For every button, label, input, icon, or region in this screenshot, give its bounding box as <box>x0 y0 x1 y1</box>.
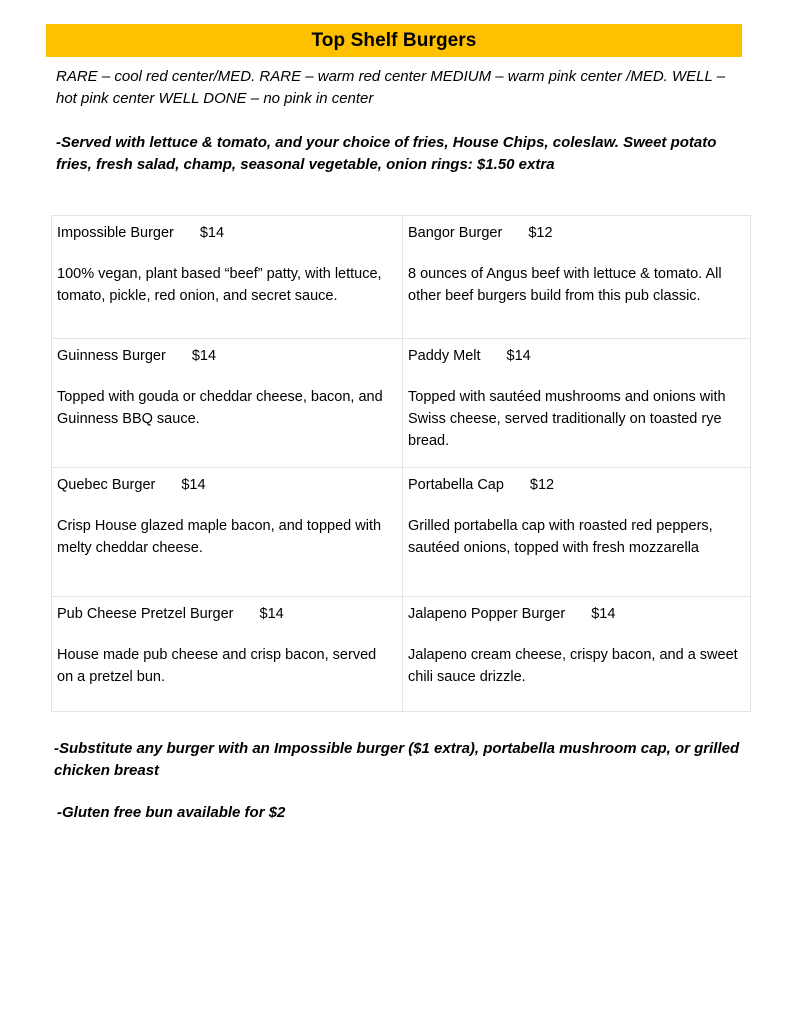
menu-row <box>52 216 751 339</box>
item-name: Portabella Cap <box>408 477 504 493</box>
item-description: Grilled portabella cap with roasted red peppers, sautéed onions, topped with fresh mozzarella <box>408 518 713 556</box>
doneness-guide: RARE – cool red center/MED. RARE – warm red center MEDIUM – warm pink center /MED. WELL – hot pink center WELL DONE – no pink in center <box>56 68 726 107</box>
item-name: Impossible Burger <box>57 225 174 241</box>
burger-menu-table <box>51 215 751 712</box>
item-price: $12 <box>528 225 553 241</box>
menu-item <box>52 468 403 597</box>
item-price: $14 <box>506 348 531 364</box>
item-price: $14 <box>199 225 225 241</box>
item-description: 100% vegan, plant based “beef” patty, with lettuce, tomato, pickle, red onion, and secret sauce. <box>57 266 382 304</box>
item-header <box>408 603 744 625</box>
item-price: $14 <box>591 606 616 622</box>
menu-item <box>52 216 403 339</box>
item-description: Crisp House glazed maple bacon, and topped with melty cheddar cheese. <box>57 518 382 556</box>
item-name: Bangor Burger <box>408 225 503 241</box>
item-name: Paddy Melt <box>408 348 481 364</box>
menu-item <box>52 339 403 468</box>
menu-item <box>403 339 751 468</box>
item-name: Jalapeno Popper Burger <box>408 606 566 622</box>
menu-row <box>52 468 751 597</box>
item-price: $12 <box>529 477 555 493</box>
menu-item <box>403 468 751 597</box>
item-name: Quebec Burger <box>57 477 156 493</box>
item-price: $14 <box>259 606 284 622</box>
item-description: Jalapeno cream cheese, crispy bacon, and a sweet chili sauce drizzle. <box>408 647 738 685</box>
menu-item <box>403 216 751 339</box>
item-header <box>57 222 396 244</box>
item-header <box>408 222 744 244</box>
item-header <box>408 345 744 367</box>
item-price: $14 <box>191 348 217 364</box>
item-description: 8 ounces of Angus beef with lettuce & tomato. All other beef burgers build from this pub classic. <box>408 266 722 304</box>
page-title: Top Shelf Burgers <box>311 29 477 51</box>
substitute-note: -Substitute any burger with an Impossible burger ($1 extra), portabella mushroom cap, or grilled chicken breast <box>54 740 740 779</box>
title-bar <box>46 24 742 57</box>
item-description: House made pub cheese and crisp bacon, served on a pretzel bun. <box>57 647 377 685</box>
item-price: $14 <box>181 477 206 493</box>
item-description: Topped with sautéed mushrooms and onions with Swiss cheese, served traditionally on toasted rye bread. <box>408 389 726 449</box>
menu-row <box>52 597 751 712</box>
item-name: Pub Cheese Pretzel Burger <box>57 606 234 622</box>
item-header <box>408 474 744 496</box>
item-description: Topped with gouda or cheddar cheese, bacon, and Guinness BBQ sauce. <box>57 389 383 427</box>
item-header <box>57 345 396 367</box>
item-header <box>57 603 396 625</box>
menu-row <box>52 339 751 468</box>
menu-item <box>52 597 403 712</box>
menu-item <box>403 597 751 712</box>
item-name: Guinness Burger <box>57 348 166 364</box>
gluten-free-note: -Gluten free bun available for $2 <box>57 804 286 821</box>
sides-note: -Served with lettuce & tomato, and your choice of fries, House Chips, coleslaw. Sweet potato fries, fresh salad, champ, seasonal vegetable, onion rings: $1.50 extra <box>56 134 717 173</box>
item-header <box>57 474 396 496</box>
